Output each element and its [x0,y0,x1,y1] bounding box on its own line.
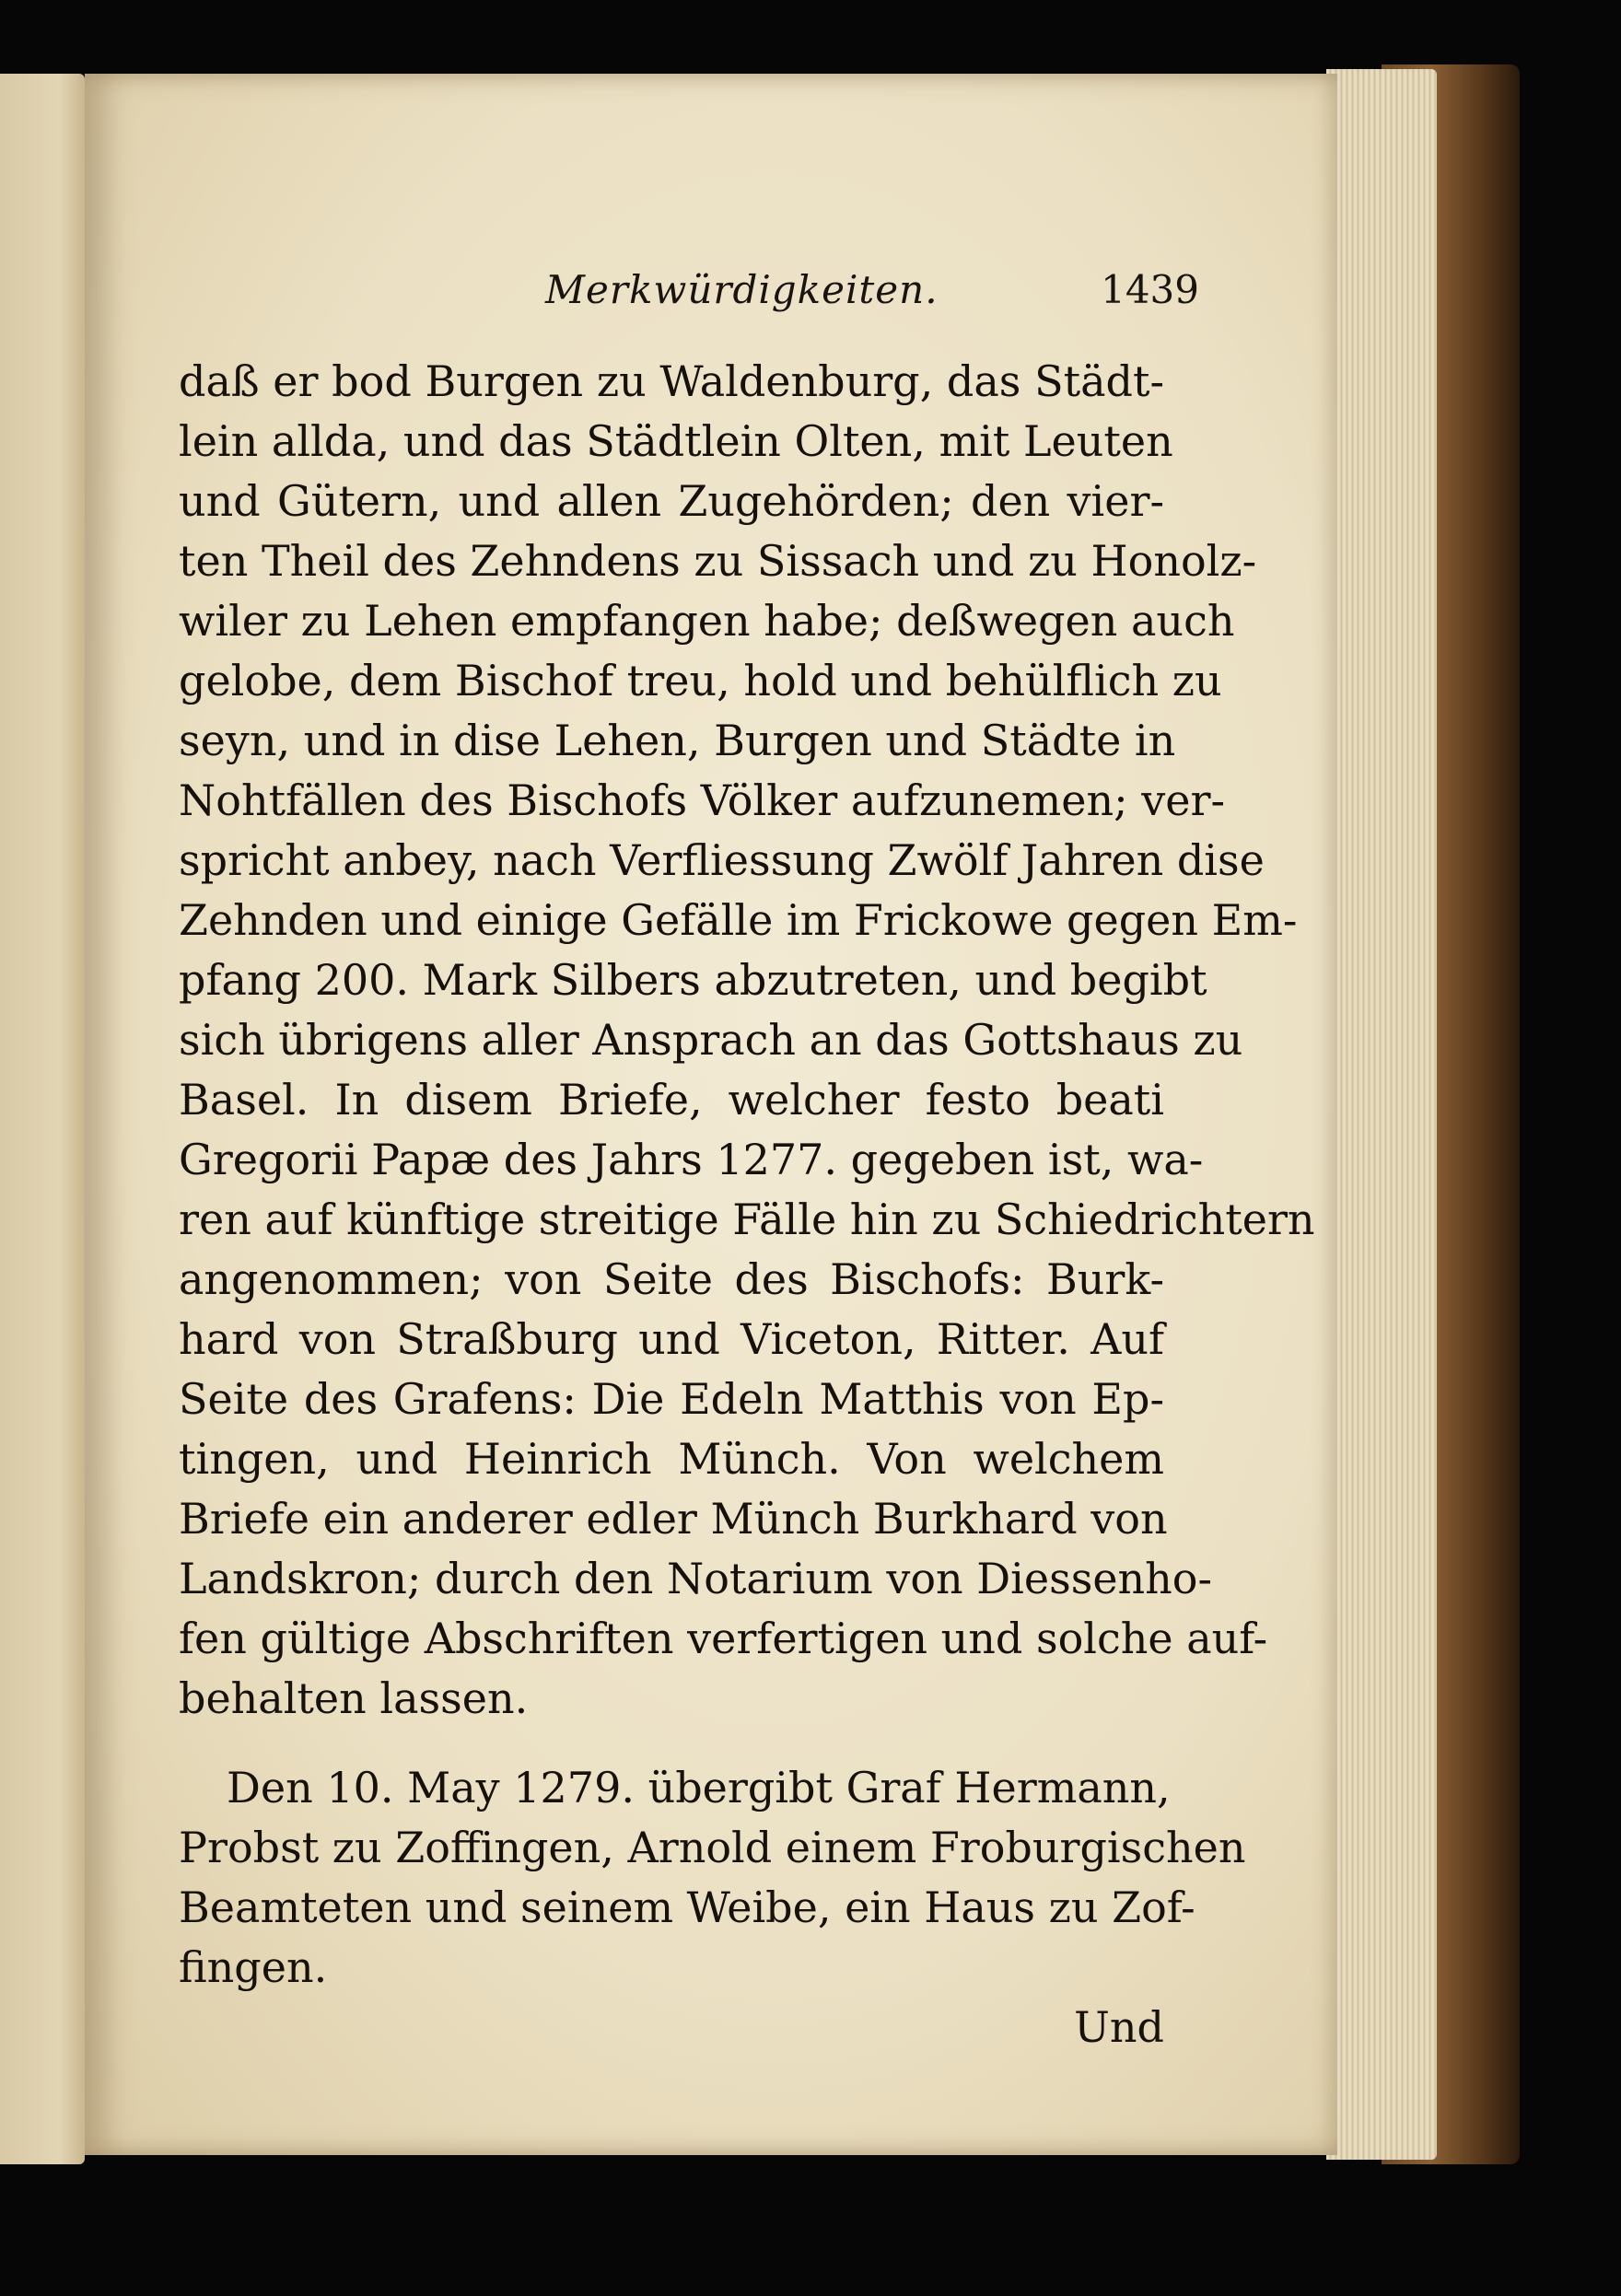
facing-page-edge [0,74,85,2164]
text-line: angenommen; von Seite des Bischofs: Burk- [179,1254,1164,1304]
paragraph-1 [179,352,1315,1729]
text-line: ten Theil des Zehndens zu Sissach und zu Honolz- [179,536,1257,586]
page-edges [1326,69,1437,2160]
text-line: fingen. [179,1942,328,1992]
text-line: pfang 200. Mark Silbers abzutreten, und begibt [179,955,1207,1005]
text-line: Beamteten und seinem Weibe, ein Haus zu Zof- [179,1882,1195,1932]
paragraph-2 [179,1758,1246,1998]
text-line: Zehnden und einige Gefälle im Frickowe gegen Em- [179,895,1298,945]
text-line: Seite des Grafens: Die Edeln Matthis von Ep- [179,1374,1164,1424]
body-text [179,352,1315,2057]
paragraph-gap [179,1729,1164,1758]
text-line: daß er bod Burgen zu Waldenburg, das Städt- [179,356,1164,406]
catchword: Und [1074,2002,1164,2052]
text-line: behalten lassen. [179,1673,529,1723]
text-line: und Gütern, und allen Zugehörden; den vier- [179,476,1164,526]
running-title: Merkwürdigkeiten. [545,267,939,312]
text-line: sich übrigens aller Ansprach an das Gottshaus zu [179,1015,1243,1065]
running-head [232,267,1199,332]
text-line: Probst zu Zoffingen, Arnold einem Froburgischen [179,1823,1246,1872]
text-line: wiler zu Lehen empfangen habe; deßwegen auch [179,596,1235,646]
text-line: seyn, und in dise Lehen, Burgen und Städte in [179,716,1176,765]
text-line: gelobe, dem Bischof treu, hold und behülflich zu [179,656,1222,705]
text-line: Den 10. May 1279. übergibt Graf Hermann, [227,1763,1171,1812]
text-line: Nohtfällen des Bischofs Völker aufzunemen; ver- [179,775,1225,825]
catchword-row [179,1998,1164,2057]
text-line: ren auf künftige streitige Fälle hin zu Schiedrichtern [179,1195,1315,1244]
text-line: Landskron; durch den Notarium von Diessenho- [179,1554,1213,1603]
page-number: 1439 [1101,267,1199,312]
text-line: Basel. In disem Briefe, welcher festo beati [179,1075,1164,1125]
text-line: Briefe ein anderer edler Münch Burkhard von [179,1494,1168,1544]
text-line: lein allda, und das Städtlein Olten, mit Leuten [179,416,1173,466]
text-line: hard von Straßburg und Viceton, Ritter. Auf [179,1314,1164,1364]
text-line: spricht anbey, nach Verfliessung Zwölf Jahren dise [179,835,1265,885]
text-line: fen gültige Abschriften verfertigen und solche auf- [179,1614,1268,1663]
text-line: tingen, und Heinrich Münch. Von welchem [179,1434,1164,1484]
text-line: Gregorii Papæ des Jahrs 1277. gegeben ist, wa- [179,1135,1204,1184]
book-page [85,74,1337,2155]
